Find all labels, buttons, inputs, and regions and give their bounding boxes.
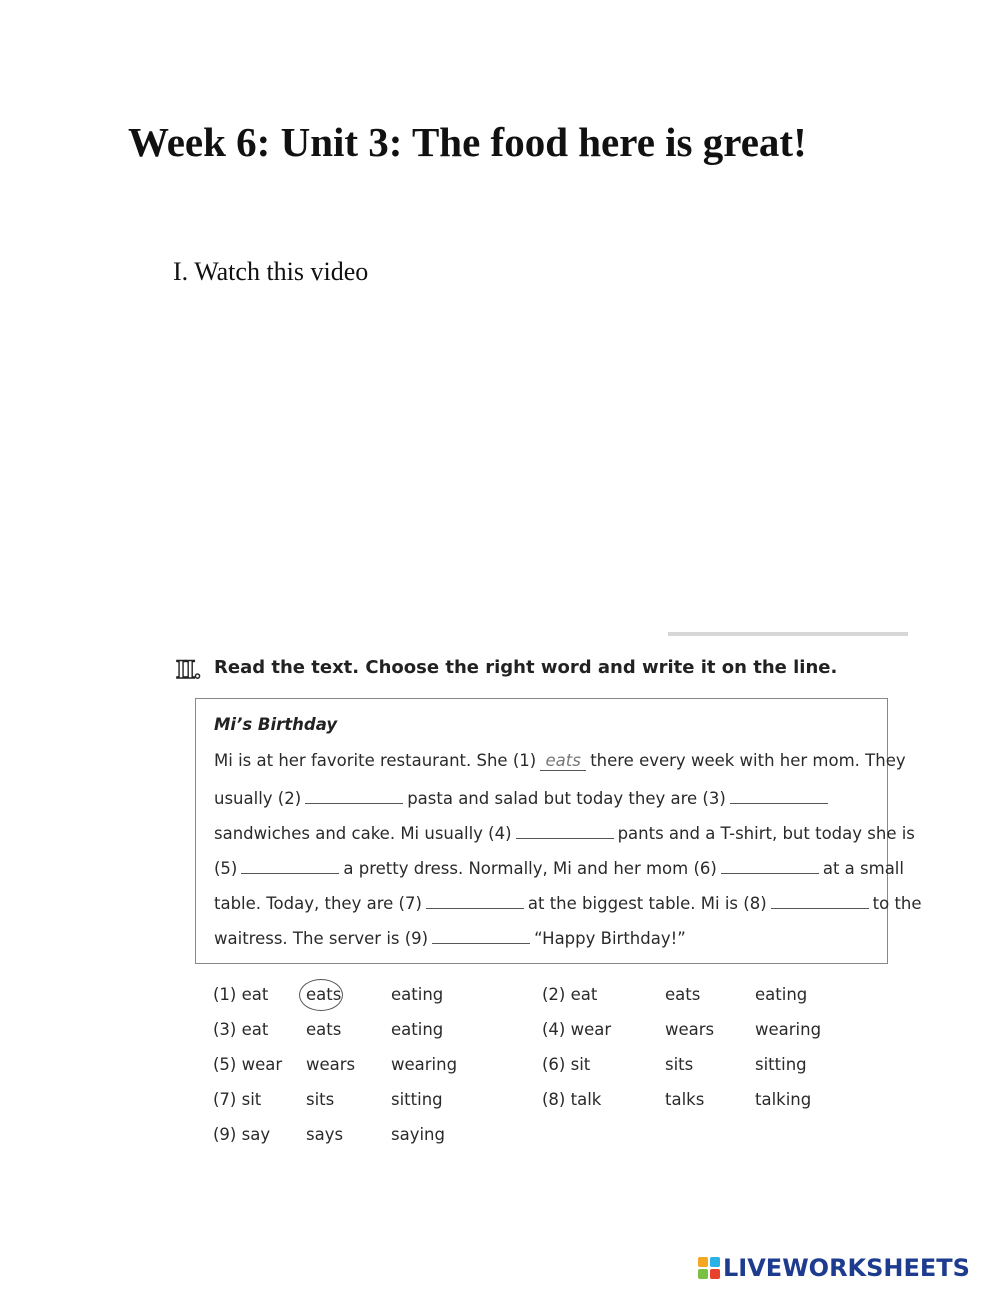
story-text: usually (2) [214,789,302,808]
option-2-base: (2) eat [542,985,598,1004]
section-one-heading: I. Watch this video [173,257,369,286]
option-2-s: eats [665,985,701,1004]
liveworksheets-logo[interactable] [698,1254,970,1282]
story-line-2 [214,786,832,808]
option-9-s: says [306,1125,344,1144]
divider [668,632,908,636]
story-text: pasta and salad but today they are (3) [407,789,726,808]
answer-blank-8[interactable] [771,891,869,909]
story-text: to the [872,894,922,913]
story-line-6 [214,926,686,948]
story-line-1 [214,751,906,771]
answer-blank-2[interactable] [305,786,403,804]
answer-blank-7[interactable] [426,891,524,909]
answer-example: eats [540,752,586,771]
story-text: “Happy Birthday!” [534,929,686,948]
answer-blank-5[interactable] [241,856,339,874]
story-text: pants and a T-shirt, but today she is [617,824,915,843]
option-6-ing: sitting [755,1055,807,1074]
option-6-base: (6) sit [542,1055,591,1074]
story-line-3 [214,821,915,843]
story-text: at a small [822,859,904,878]
liveworksheets-logo-icon [698,1257,720,1279]
story-text: table. Today, they are (7) [214,894,422,913]
option-7-ing: sitting [391,1090,443,1109]
option-1-s: eats [306,985,342,1004]
logo-square [710,1257,720,1267]
answer-blank-6[interactable] [721,856,819,874]
answer-blank-4[interactable] [516,821,614,839]
option-3-base: (3) eat [213,1020,269,1039]
story-text: (5) [214,859,238,878]
story-text: at the biggest table. Mi is (8) [527,894,767,913]
option-5-ing: wearing [391,1055,458,1074]
option-6-s: sits [665,1055,694,1074]
option-1-ing: eating [391,985,444,1004]
story-text: Mi is at her favorite restaurant. She (1) [214,751,537,770]
option-8-ing: talking [755,1090,812,1109]
answer-blank-9[interactable] [432,926,530,944]
option-8-base: (8) talk [542,1090,602,1109]
story-text: waitress. The server is (9) [214,929,429,948]
option-3-s: eats [306,1020,342,1039]
option-2-ing: eating [755,985,808,1004]
story-text: sandwiches and cake. Mi usually (4) [214,824,512,843]
option-5-base: (5) wear [213,1055,283,1074]
option-7-s: sits [306,1090,335,1109]
page-title: Week 6: Unit 3: The food here is great! [128,119,807,165]
section-two-numeral: II. [176,655,200,684]
story-line-5 [214,891,922,913]
option-1-base: (1) eat [213,985,269,1004]
logo-text: LIVEWORKSHEETS [723,1254,970,1282]
option-9-base: (9) say [213,1125,271,1144]
option-8-s: talks [665,1090,705,1109]
option-9-ing: saying [391,1125,445,1144]
option-7-base: (7) sit [213,1090,262,1109]
section-two-instruction: Read the text. Choose the right word and write it on the line. [214,657,838,678]
option-4-base: (4) wear [542,1020,612,1039]
option-5-s: wears [306,1055,356,1074]
option-3-ing: eating [391,1020,444,1039]
story-title: Mi’s Birthday [214,715,338,734]
logo-square [698,1269,708,1279]
story-text: there every week with her mom. They [590,751,906,770]
story-line-4 [214,856,904,878]
answer-blank-3[interactable] [730,786,828,804]
story-text: a pretty dress. Normally, Mi and her mom (6) [343,859,717,878]
answer-circle [299,979,343,1011]
option-4-s: wears [665,1020,715,1039]
logo-square [698,1257,708,1267]
option-4-ing: wearing [755,1020,822,1039]
logo-square [710,1269,720,1279]
